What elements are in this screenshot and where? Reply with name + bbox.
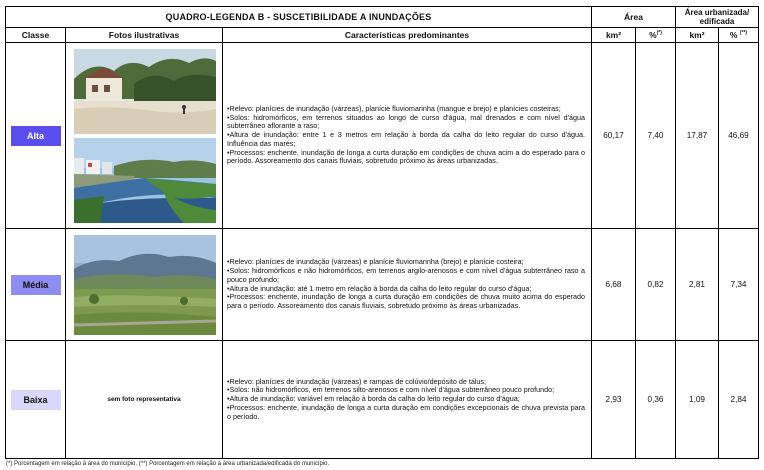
- legend-table-container: [5, 6, 758, 458]
- table-row-media: [6, 229, 759, 341]
- characteristics-header: Características predominantes: [223, 28, 592, 43]
- area-pct-media: 0,82: [636, 229, 676, 341]
- classe-cell-alta: [6, 43, 66, 229]
- table-row-baixa: [6, 341, 759, 459]
- photo-cell-baixa: [66, 341, 223, 459]
- table-title: QUADRO-LEGENDA B - SUSCETIBILIDADE A INUNDAÇÕES: [6, 7, 592, 28]
- no-photo-label: sem foto representativa: [107, 396, 181, 403]
- characteristic-processos-alta: •Processos: enchente, inundação de longa a curta duração em condições de chuva acim a do esperado para o período. Assoreamento dos canais fluviais, sobretudo próximo às áreas urbanizadas.: [227, 147, 585, 166]
- area-pct-header: [636, 28, 676, 43]
- susceptibility-legend-table: [5, 6, 759, 459]
- area-pct-label: %: [649, 30, 657, 40]
- urban-pct-label: %: [729, 30, 738, 40]
- area-km2-baixa: 2,93: [592, 341, 636, 459]
- classe-badge-media: Média: [11, 275, 61, 295]
- classe-cell-media: [6, 229, 66, 341]
- urban-km2-header: km²: [676, 28, 719, 43]
- urban-pct-footnote-mark: (**): [739, 30, 748, 37]
- characteristics-cell-alta: [223, 43, 592, 229]
- characteristic-altura-baixa: •Altura de inundação: variável em relação à borda da calha do leito regular do curso d'água;: [227, 394, 520, 404]
- characteristic-solos-media: •Solos: hidromórficos e não hidromórficos, em terrenos argilo-arenosos e com nível d'água subterrâneo raso a pouco profundo;: [227, 265, 585, 284]
- urban-pct-media: 7,34: [719, 229, 759, 341]
- characteristic-processos-baixa: •Processos: enchente, inundação de longa a curta duração em condições excepcionais de chuva prevista para o período.: [227, 402, 585, 421]
- characteristic-relevo-baixa: •Relevo: planícies de inundação (várzeas) e rampas de colúvio/depósito de tálus;: [227, 376, 487, 386]
- area-pct-footnote-mark: (*): [656, 30, 662, 37]
- urban-km2-media: 2,81: [676, 229, 719, 341]
- area-header: Área: [592, 7, 676, 28]
- urban-pct-baixa: 2,84: [719, 341, 759, 459]
- area-pct-baixa: 0,36: [636, 341, 676, 459]
- area-km2-media: 6,68: [592, 229, 636, 341]
- characteristic-altura-alta: •Altura de inundação: entre 1 e 3 metros em relação à borda da calha do leito regular do curso d'água. Influência das marés;: [227, 130, 585, 148]
- characteristic-solos-baixa: •Solos: não hidromórficos, em terrenos silto-arenosos e com nível d'água subterrâneo pouco profundo;: [227, 385, 555, 395]
- urban-pct-header: [719, 28, 759, 43]
- classe-cell-baixa: [6, 341, 66, 459]
- flood-area-beach-photo: [74, 49, 216, 134]
- classe-badge-alta: Alta: [11, 126, 61, 146]
- floodplain-landscape-photo: [74, 235, 216, 335]
- urban-area-header: Área urbanizada/ edificada: [676, 7, 759, 28]
- urban-km2-alta: 17,87: [676, 43, 719, 229]
- classe-badge-baixa: Baixa: [11, 390, 61, 410]
- urban-pct-alta: 46,69: [719, 43, 759, 229]
- characteristic-altura-media: •Altura de inundação: até 1 metro em relação à borda da calha do leito regular do curso d'água;: [227, 283, 532, 293]
- characteristic-relevo-media: •Relevo: planícies de inundação (várzeas) e planície fluviomarinha (brejo) e planície costeira;: [227, 257, 524, 267]
- area-km2-header: km²: [592, 28, 636, 43]
- characteristic-processos-media: •Processos: enchente, inundação de longa a curta duração em condições de chuva muito acima do esperado para o período. Assoreamento dos canais fluviais, sobretudo próximo às áreas urbanizadas.: [227, 292, 585, 311]
- table-footnote: (*) Porcentagem em relação à área do município. (**) Porcentagem em relação à área urbanizada/edificada do município.: [6, 461, 330, 467]
- table-row-alta: [6, 43, 759, 229]
- photos-header: Fotos ilustrativas: [66, 28, 223, 43]
- flooded-river-channel-photo: [74, 138, 216, 223]
- area-km2-alta: 60,17: [592, 43, 636, 229]
- urban-km2-baixa: 1,09: [676, 341, 719, 459]
- photo-cell-media: [66, 229, 223, 341]
- characteristic-relevo-alta: •Relevo: planícies de inundação (várzeas), planície fluviomarinha (mangue e brejo) e planícies costeiras;: [227, 103, 561, 113]
- characteristic-solos-alta: •Solos: hidromórficos, em terrenos situados ao longo de curso d'água, mal drenados e com nível d'água subterrâneo aflorante a raso;: [227, 112, 585, 131]
- area-pct-alta: 7,40: [636, 43, 676, 229]
- classe-header: Classe: [6, 28, 66, 43]
- photo-cell-alta: [66, 43, 223, 229]
- characteristics-cell-baixa: [223, 341, 592, 459]
- characteristics-cell-media: [223, 229, 592, 341]
